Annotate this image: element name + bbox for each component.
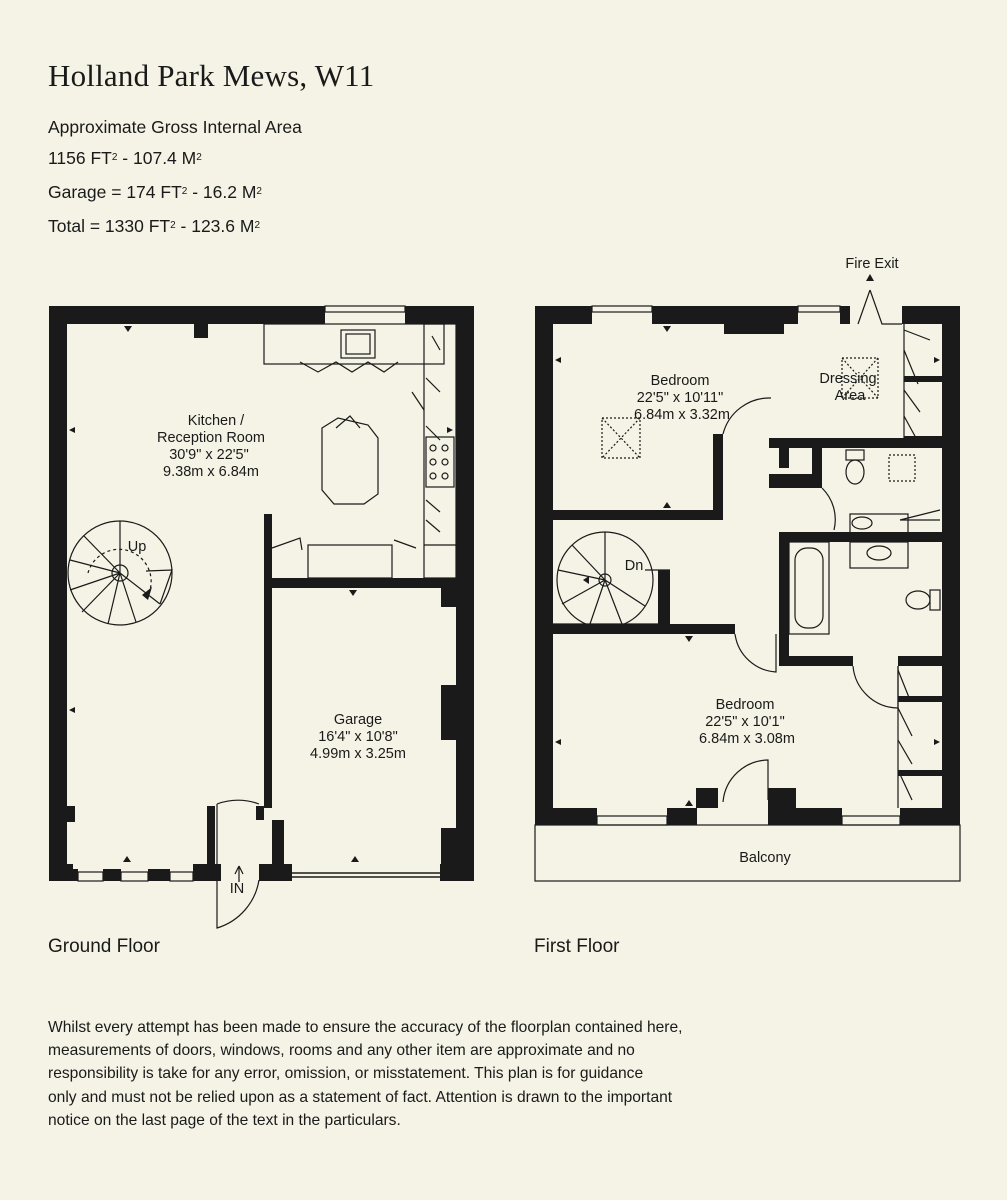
bedroom2-dimensions-metric: 6.84m x 3.08m bbox=[699, 731, 795, 747]
area-total: Total = 1330 $FT^2 - 123.6$ $M^2$ bbox=[48, 216, 261, 236]
area-garage: Garage = 174 $FT^2 - 16.2$ $M^2$ bbox=[48, 182, 262, 202]
bedroom2-name: Bedroom bbox=[715, 697, 775, 713]
disclaimer bbox=[48, 1016, 768, 1132]
fire-exit-label: Fire Exit bbox=[845, 256, 899, 272]
kitchen-dimensions-imperial: 30'9" x 22'5" bbox=[169, 447, 249, 463]
disclaimer-line: Whilst every attempt has been made to ensure the accuracy of the floorplan contained here, bbox=[48, 1019, 683, 1036]
property-title: Holland Park Mews, W11 bbox=[48, 58, 375, 93]
bedroom1-name: Bedroom bbox=[650, 373, 710, 389]
area-heading: Approximate Gross Internal Area bbox=[48, 117, 302, 137]
balcony-label: Balcony bbox=[739, 850, 791, 866]
disclaimer-line: measurements of doors, windows, rooms and any other item are approximate and no bbox=[48, 1042, 635, 1060]
stair-down-label: Dn bbox=[624, 558, 644, 574]
stair-up-label: Up bbox=[127, 539, 147, 555]
dressing-area-name-line2: Area bbox=[834, 388, 866, 404]
dressing-area-name-line1: Dressing bbox=[819, 371, 877, 387]
disclaimer-line: notice on the last page of the text in the particulars. bbox=[48, 1111, 401, 1129]
area-main: 1156 $FT^2 - 107.4$ $M^2$ bbox=[48, 148, 202, 168]
ground-floor-label: Ground Floor bbox=[48, 936, 160, 957]
kitchen-dimensions-metric: 9.38m x 6.84m bbox=[163, 464, 259, 480]
bedroom1-dimensions-metric: 6.84m x 3.32m bbox=[634, 407, 730, 423]
disclaimer-line: responsibility is take for any error, omission, or misstatement. This plan is for guidance bbox=[48, 1065, 644, 1083]
first-floor-plan bbox=[535, 274, 960, 881]
ground-floor-plan bbox=[49, 306, 474, 928]
bedroom1-dimensions-imperial: 22'5" x 10'11" bbox=[636, 390, 724, 406]
entrance-label: IN bbox=[229, 881, 245, 897]
kitchen-name-line1: Kitchen / bbox=[187, 413, 245, 429]
bedroom2-dimensions-imperial: 22'5" x 10'1" bbox=[705, 714, 785, 730]
disclaimer-line: only and must not be relied upon as a statement of fact. Attention is drawn to the important bbox=[48, 1088, 673, 1106]
garage-name: Garage bbox=[333, 712, 383, 728]
garage-dimensions-imperial: 16'4" x 10'8" bbox=[318, 729, 398, 745]
kitchen-name-line2: Reception Room bbox=[157, 430, 265, 446]
garage-dimensions-metric: 4.99m x 3.25m bbox=[310, 746, 406, 762]
first-floor-label: First Floor bbox=[534, 936, 620, 957]
